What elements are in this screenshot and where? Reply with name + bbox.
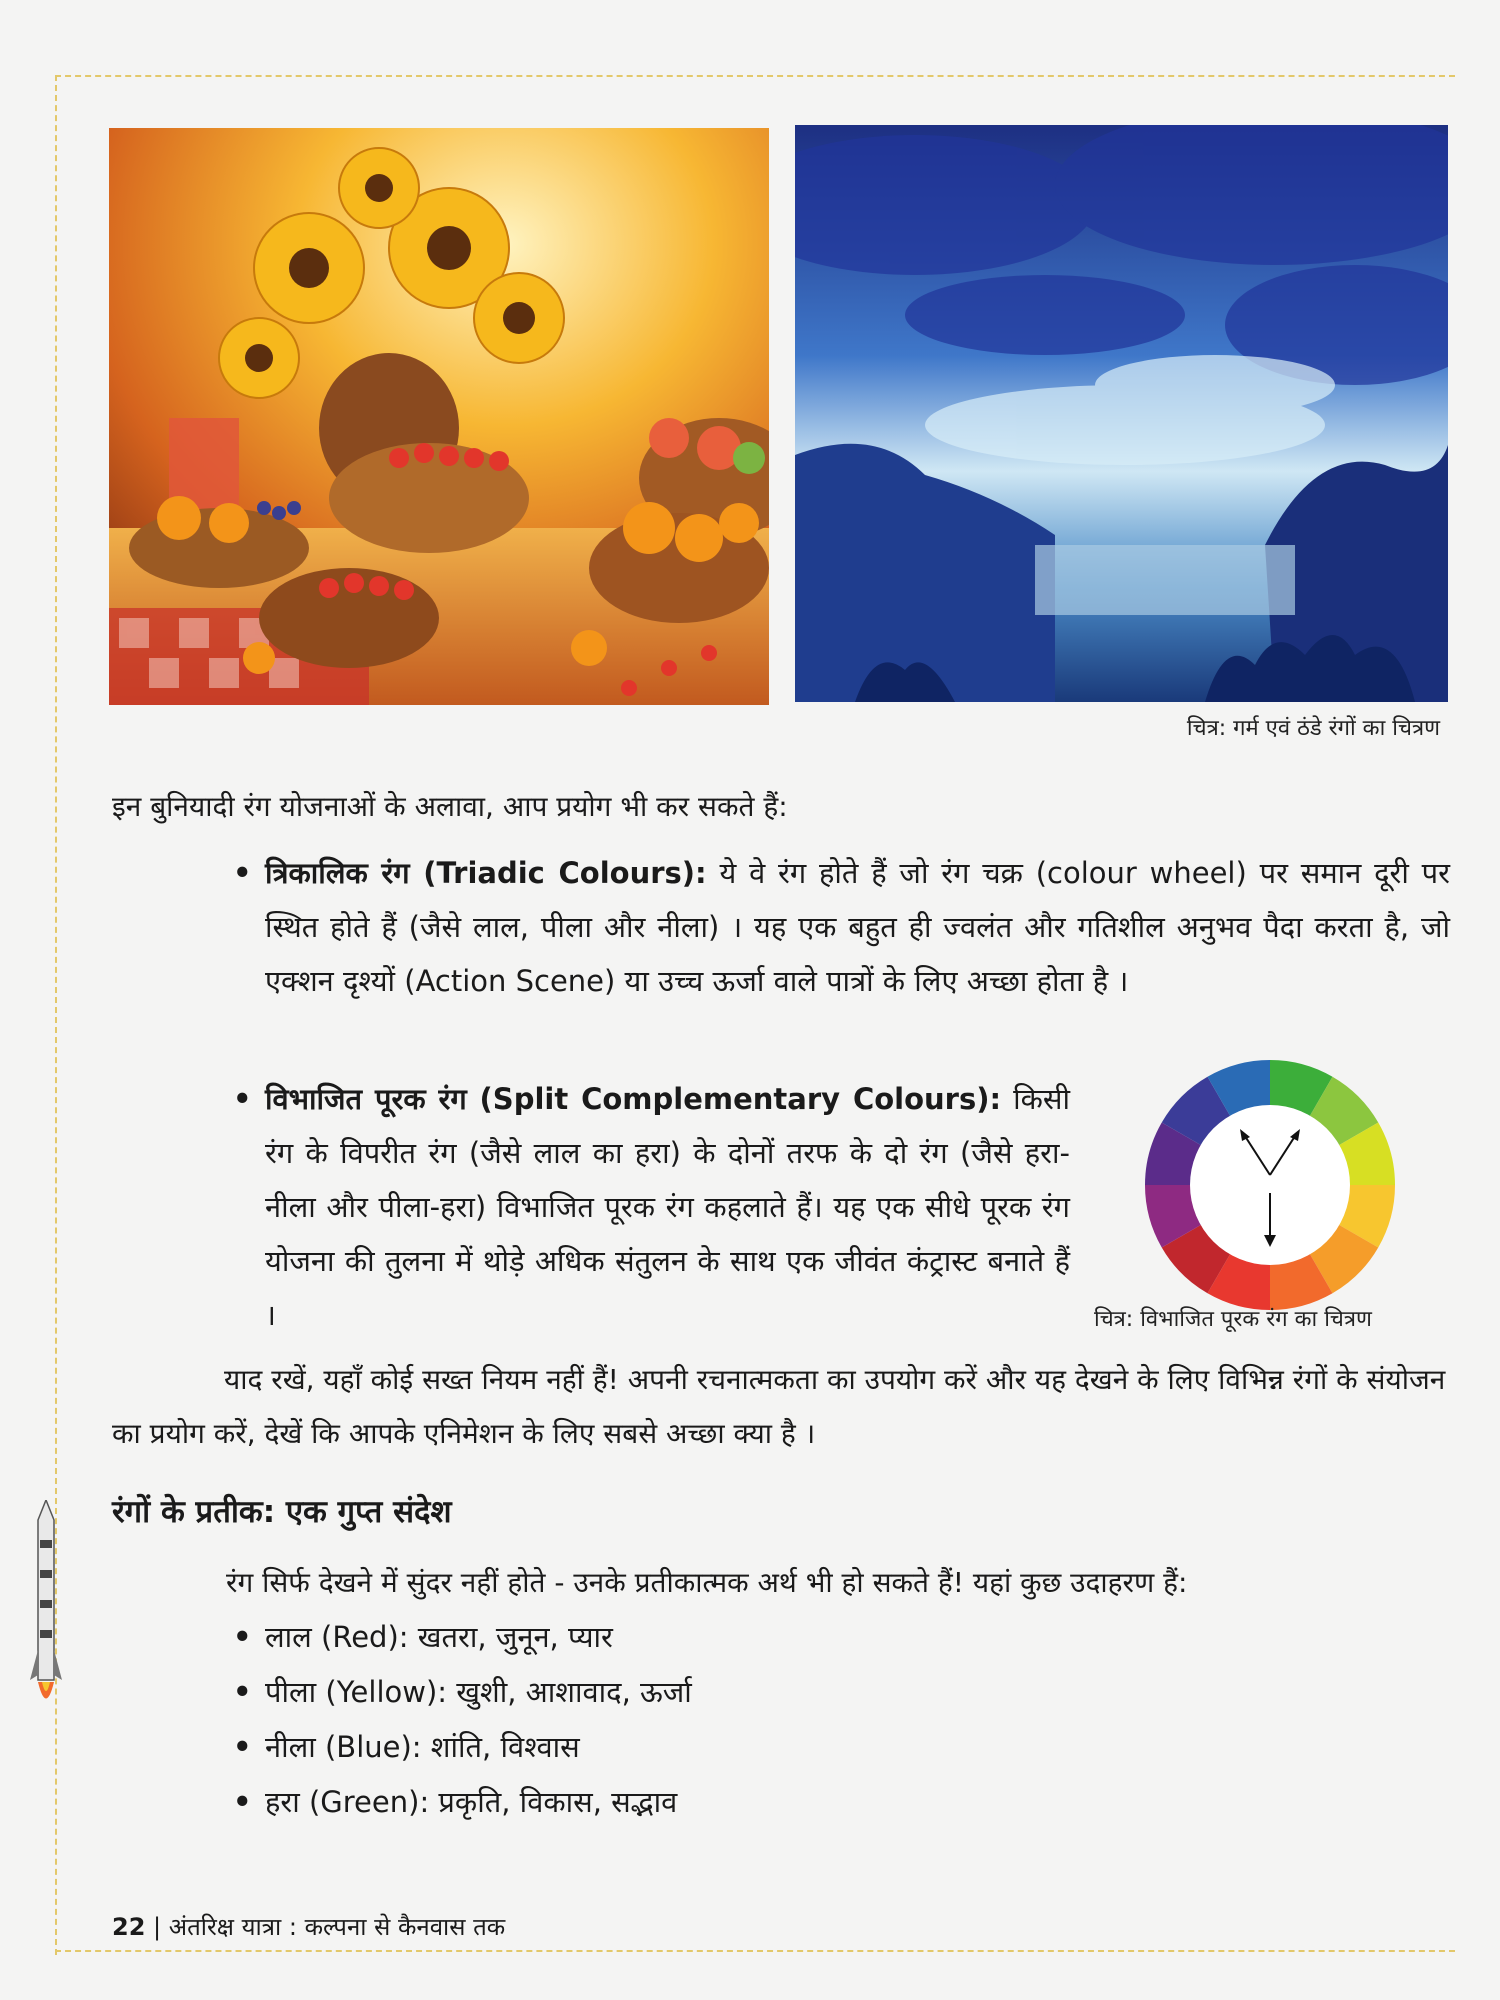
triadic-heading: त्रिकालिक रंग (Triadic Colours):	[265, 856, 707, 890]
triadic-body: ये वे रंग होते हैं जो रंग चक्र (colour wheel) पर समान दूरी पर स्थित होते हैं (जैसे लाल, पीला और नीला) । यह एक बहुत ही ज्वलंत और गतिशील अनुभव पैदा करता है, जो एक्शन दृश्यों (Action Scene) या उच्च ऊर्जा वाले पात्रों के लिए अच्छा होता है ।	[265, 856, 1450, 998]
symbol-red: लाल (Red): खतरा, जुनून, प्यार	[265, 1620, 613, 1654]
rocket-icon	[28, 1500, 64, 1715]
symbol-yellow: पीला (Yellow): खुशी, आशावाद, ऊर्जा	[265, 1675, 692, 1709]
page-number: 22	[112, 1913, 146, 1941]
intro-paragraph: इन बुनियादी रंग योजनाओं के अलावा, आप प्रयोग भी कर सकते हैं:	[112, 790, 788, 823]
list-item	[233, 1720, 692, 1775]
bullet-marker: •	[233, 1082, 252, 1116]
section-title: रंगों के प्रतीक: एक गुप्त संदेश	[112, 1494, 452, 1530]
remember-paragraph: याद रखें, यहाँ कोई सख्त नियम नहीं हैं! अपनी रचनात्मकता का उपयोग करें और यह देखने के लिए विभिन्न रंगों के संयोजन का प्रयोग करें, देखें कि आपके एनिमेशन के लिए सबसे अच्छा क्या है ।	[112, 1363, 1446, 1450]
page-footer	[112, 1910, 505, 1943]
list-item	[233, 1775, 692, 1830]
triadic-colours-item	[233, 846, 1450, 1008]
split-wheel-caption: चित्र: विभाजित पूरक रंग का चित्रण	[1094, 1307, 1372, 1332]
bullet-marker: •	[233, 856, 252, 890]
split-heading: विभाजित पूरक रंग (Split Complementary Colours):	[265, 1082, 1002, 1116]
symbols-intro: रंग सिर्फ देखने में सुंदर नहीं होते - उनके प्रतीकात्मक अर्थ भी हो सकते हैं! यहां कुछ उदाहरण हैं:	[226, 1566, 1188, 1599]
bullet-marker: •	[233, 1730, 252, 1764]
symbol-green: हरा (Green): प्रकृति, विकास, सद्भाव	[265, 1785, 678, 1819]
page-border-bottom	[55, 1950, 1455, 1952]
split-complementary-item	[233, 1072, 1070, 1342]
list-item	[233, 1665, 692, 1720]
colour-wheel	[1140, 1055, 1400, 1315]
warm-colours-painting	[109, 128, 769, 705]
book-title: अंतरिक्ष यात्रा : कल्पना से कैनवास तक	[168, 1913, 506, 1941]
bullet-marker: •	[233, 1620, 252, 1654]
list-item	[233, 1610, 692, 1665]
symbols-list	[233, 1610, 692, 1830]
bullet-marker: •	[233, 1785, 252, 1819]
split-body: किसी रंग के विपरीत रंग (जैसे लाल का हरा) के दोनों तरफ के दो रंग (जैसे हरा-नीला और पीला-हरा) विभाजित पूरक रंग कहलाते हैं। यह एक सीधे पूरक रंग योजना की तुलना में थोड़े अधिक संतुलन के साथ एक जीवंत कंट्रास्ट बनाते हैं ।	[265, 1082, 1070, 1332]
warm-cool-caption: चित्र: गर्म एवं ठंडे रंगों का चित्रण	[1186, 716, 1440, 741]
footer-separator: |	[145, 1913, 169, 1941]
cool-colours-painting	[795, 125, 1448, 702]
bullet-marker: •	[233, 1675, 252, 1709]
symbol-blue: नीला (Blue): शांति, विश्वास	[265, 1730, 580, 1764]
colour-wheel-diagram	[1140, 1055, 1400, 1315]
page-border-top	[55, 75, 1455, 77]
